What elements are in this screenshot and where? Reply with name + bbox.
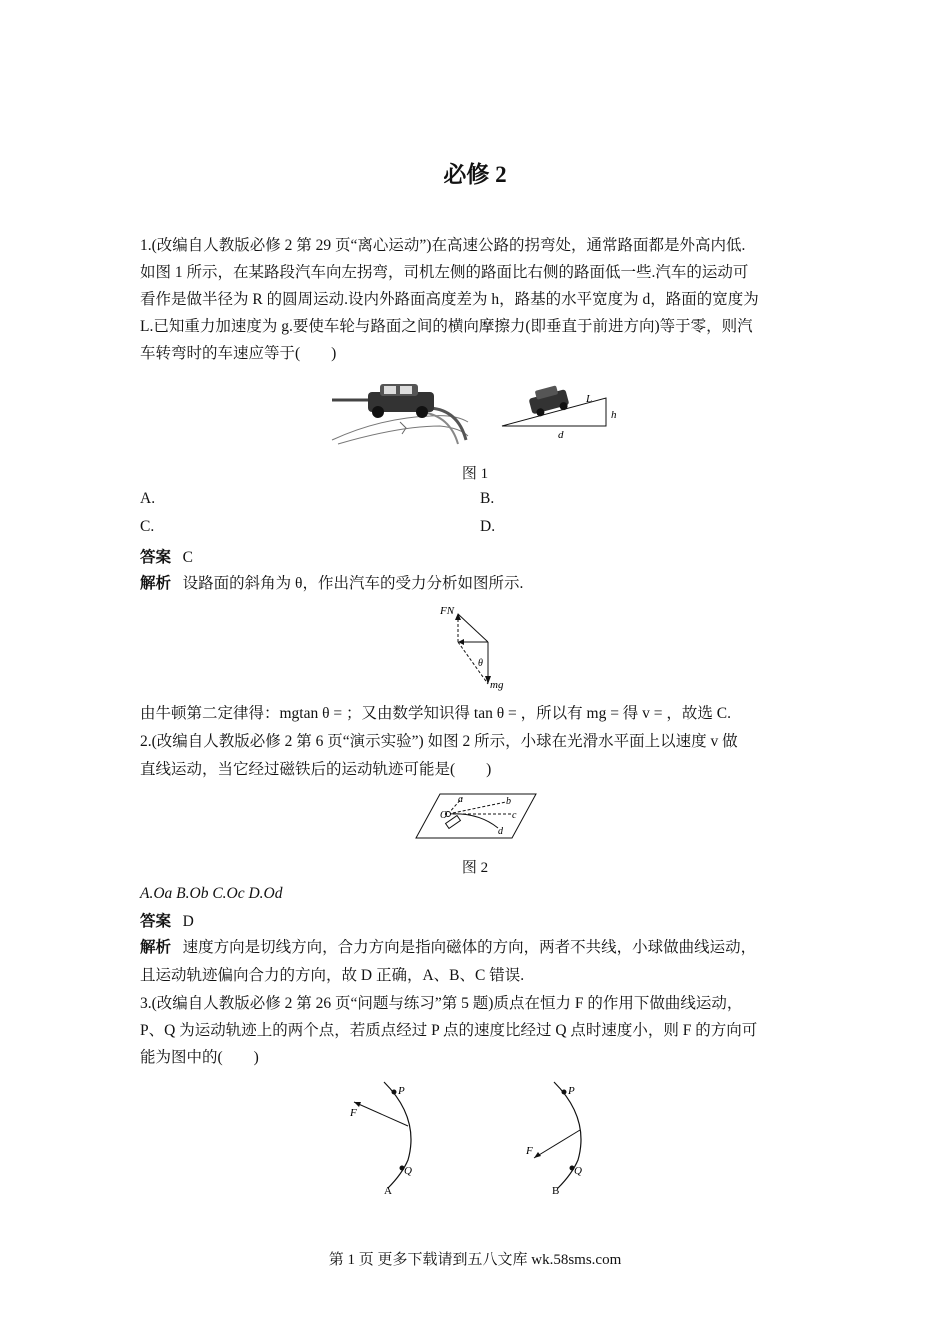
q1-answer	[140, 544, 820, 572]
q1-line-4: L.已知重力加速度为 g.要使车轮与路面之间的横向摩擦力(即垂直于前进方向)等于零，则汽	[140, 318, 753, 335]
figure-label: B	[552, 1185, 560, 1197]
q1-analysis	[140, 570, 820, 598]
answer-label: 答案	[140, 913, 172, 930]
label-mg: mg	[490, 679, 504, 691]
label-h: h	[611, 409, 617, 421]
label-d: d	[558, 429, 564, 441]
analysis-text: 设路面的斜角为 θ，作出汽车的受力分析如图所示.	[182, 575, 524, 592]
label-c: c	[512, 810, 517, 821]
q3-line-3: 能为图中的( )	[140, 1049, 259, 1066]
analysis-label: 解析	[140, 939, 172, 956]
q2-answer	[140, 908, 820, 936]
magnet-trajectory-figure	[412, 790, 540, 842]
q1-line-3: 看作是做半径为 R 的圆周运动.设内外路面高度差为 h，路基的水平宽度为 d，路面的宽度为	[140, 291, 759, 308]
label-l: L	[586, 393, 593, 405]
figure-3b	[510, 1078, 600, 1198]
answer-value: C	[182, 549, 193, 566]
q3-line-1: 3.(改编自人教版必修 2 第 26 页“问题与练习”第 5 题)质点在恒力 F 的作用下做曲线运动，	[140, 995, 743, 1012]
label-theta: θ	[478, 658, 483, 669]
label-a: a	[458, 794, 463, 805]
q2-line-1: 2.(改编自人教版必修 2 第 6 页“演示实验”) 如图 2 所示，小球在光滑水平面上以速度 v 做	[140, 733, 738, 750]
label-o: O	[440, 810, 448, 821]
q1-option-c: C.	[140, 518, 155, 535]
q1-line-1: 1.(改编自人教版必修 2 第 29 页“离心运动”)在高速公路的拐弯处，通常路面都是外高内低.	[140, 237, 746, 254]
label-p: P	[568, 1085, 575, 1097]
answer-label: 答案	[140, 549, 172, 566]
force-diagram	[438, 600, 518, 692]
q2-line-2: 直线运动，当它经过磁铁后的运动轨迹可能是( )	[140, 761, 492, 778]
q1-line-5: 车转弯时的车速应等于( )	[140, 345, 337, 362]
q1-option-b: B.	[480, 490, 495, 507]
label-fn: FN	[440, 605, 455, 617]
analysis-text: 速度方向是切线方向，合力方向是指向磁体的方向，两者不共线，小球做曲线运动，	[182, 939, 757, 956]
figure-2-caption: 图 2	[461, 860, 489, 876]
label-d2: d	[498, 826, 503, 837]
answer-value: D	[182, 913, 194, 930]
label-p: P	[398, 1085, 405, 1097]
q1-line-2: 如图 1 所示，在某路段汽车向左拐弯，司机左侧的路面比右侧的路面低一些.汽车的运动可	[140, 264, 749, 281]
q1-option-a: A.	[140, 490, 156, 507]
car-on-curve-figure	[330, 378, 470, 446]
q2-options: A.Oa B.Ob C.Oc D.Od	[140, 885, 283, 902]
q1-derivation: 由牛顿第二定律得：mgtan θ = ；又由数学知识得 tan θ = ，所以有 mg = 得 v = ，故选 C.	[140, 705, 732, 722]
analysis-label: 解析	[140, 575, 172, 592]
page-title: 必修 2	[443, 162, 507, 187]
q3-line-2: P、Q 为运动轨迹上的两个点，若质点经过 P 点的速度比经过 Q 点时速度小，则 F 的方向可	[140, 1022, 758, 1039]
q1-option-d: D.	[480, 518, 496, 535]
label-q: Q	[404, 1165, 412, 1177]
figure-1-caption: 图 1	[461, 466, 489, 482]
figure-3a	[340, 1078, 430, 1198]
figure-label: A	[384, 1185, 392, 1197]
q2-analysis	[140, 934, 820, 962]
label-q: Q	[574, 1165, 582, 1177]
q2-analysis-line-2: 且运动轨迹偏向合力的方向，故 D 正确，A、B、C 错误.	[140, 967, 525, 984]
label-f: F	[526, 1145, 533, 1157]
page-footer: 第 1 页 更多下载请到五八文库 wk.58sms.com	[328, 1252, 622, 1268]
road-incline-figure	[498, 380, 628, 442]
label-b: b	[506, 796, 511, 807]
label-f: F	[350, 1107, 357, 1119]
